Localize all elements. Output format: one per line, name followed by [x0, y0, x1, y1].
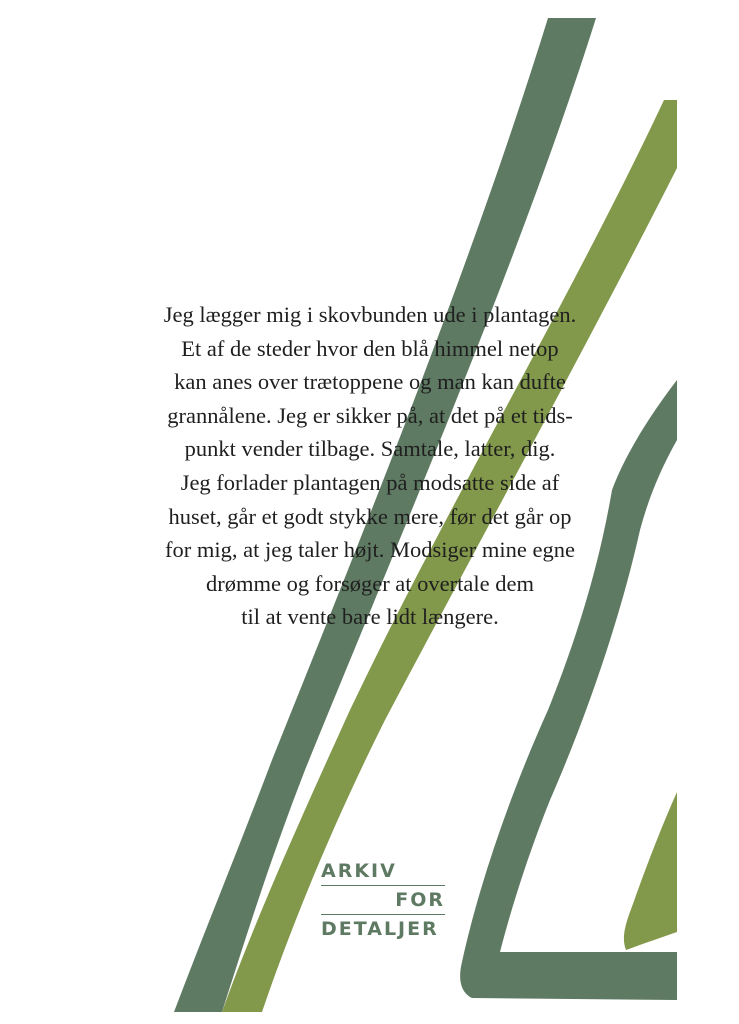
publisher-logo	[321, 857, 445, 943]
poem-line: punkt vender tilbage. Samtale, latter, dig.	[184, 436, 556, 462]
logo-word-detaljer: DETALJER	[321, 918, 439, 940]
poem-text	[120, 298, 620, 634]
poem-line: Jeg lægger mig i skovbunden ude i plantagen.	[163, 302, 577, 327]
poem-line: huset, går et godt stykke mere, før det går op	[168, 503, 572, 529]
poem-line: drømme og forsøger at overtale dem	[205, 570, 534, 596]
olive-green-small-stroke	[624, 792, 677, 950]
poem-line: til at vente bare lidt længere.	[241, 604, 499, 630]
poem-line: Jeg forlader plantagen på modsatte side af	[180, 469, 560, 495]
logo-word-arkiv: ARKIV	[321, 860, 397, 882]
poem-line: kan anes over trætoppene og man kan dufte	[174, 369, 566, 395]
logo-word-for: FOR	[395, 889, 445, 911]
poem-line: grannålene. Jeg er sikker på, at det på et tids-	[167, 402, 573, 428]
poem-line: Et af de steder hvor den blå himmel netop	[181, 335, 559, 361]
poem-line: for mig, at jeg taler højt. Modsiger mine egne	[165, 537, 575, 563]
